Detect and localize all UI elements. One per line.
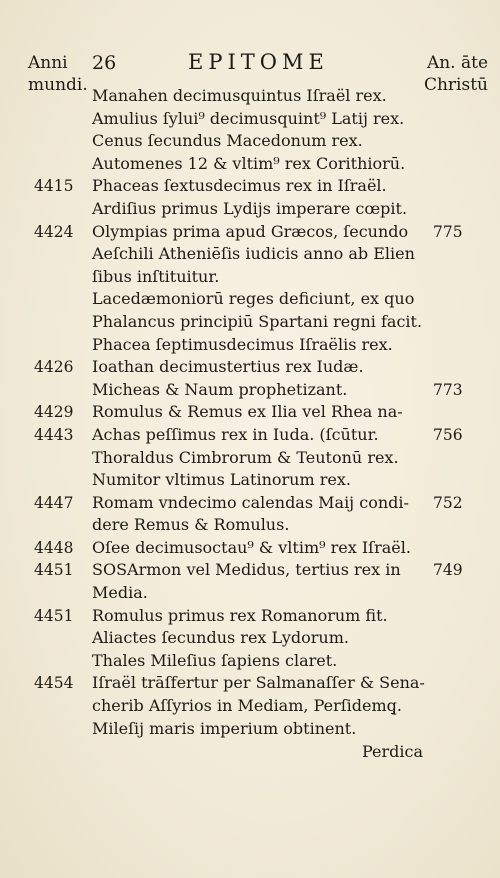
chronology-row — [0, 130, 500, 153]
year-ante-christum: 752 — [433, 493, 463, 512]
chronology-row — [0, 605, 500, 628]
chronology-row — [0, 198, 500, 221]
christum-label: Christū — [423, 75, 488, 95]
year-anni-mundi: 4415 — [34, 177, 74, 196]
chronology-row — [0, 334, 500, 357]
chronology-row — [0, 153, 500, 176]
chronology-row — [0, 695, 500, 718]
entry-text: ſibus inſtituitur. — [92, 266, 220, 286]
entry-text: Automenes 12 & vltim⁹ rex Corithiorū. — [92, 153, 406, 173]
entry-text: Phalancus principiū Spartani regni facit. — [92, 311, 423, 331]
entry-text: SOSArmon vel Medidus, tertius rex in — [92, 560, 401, 580]
year-anni-mundi: 4454 — [34, 674, 74, 693]
entry-text: Amulius ſylui⁹ decimusquint⁹ Latij rex. — [92, 108, 405, 128]
entry-text: Olympias prima apud Græcos, ſecundo — [92, 221, 409, 241]
entry-text: Ardiſius primus Lydijs imperare cœpit. — [92, 198, 408, 218]
entry-text: Lacedæmoniorū reges deficiunt, ex quo — [92, 289, 415, 309]
chronology-row — [0, 175, 500, 198]
chronology-row — [0, 401, 500, 424]
chronology-entries — [0, 85, 500, 740]
catchword: Perdica — [362, 742, 424, 761]
chronology-row — [0, 266, 500, 289]
entry-text: Manahen decimusquintus Iſraël rex. — [92, 86, 387, 105]
page-number: 26 — [92, 52, 117, 74]
chronology-row — [0, 514, 500, 537]
year-anni-mundi: 4447 — [34, 493, 74, 512]
year-ante-christum: 756 — [433, 425, 463, 444]
entry-text: Aliactes ſecundus rex Lydorum. — [92, 628, 349, 648]
entry-text: Romulus primus rex Romanorum fit. — [92, 605, 388, 625]
entry-text: Cenus ſecundus Macedonum rex. — [92, 131, 363, 151]
year-anni-mundi: 4448 — [34, 538, 74, 557]
year-anni-mundi: 4443 — [34, 425, 74, 444]
entry-text: Phacea ſeptimusdecimus Iſraëlis rex. — [92, 334, 393, 354]
anni-label: Anni — [28, 53, 68, 73]
entry-text: cherib Aſſyrios in Mediam, Perſidemq̧. — [92, 696, 402, 716]
year-anni-mundi: 4429 — [34, 403, 74, 422]
entry-text: Romam vndecimo calendas Maij condi- — [92, 492, 409, 512]
chronology-row — [0, 356, 500, 379]
entry-text: Media. — [92, 583, 148, 603]
year-ante-christum: 775 — [433, 222, 463, 241]
chronology-row — [0, 221, 500, 244]
entry-text: Iſraël trāſfertur per Salmanaſſer & Sena- — [92, 673, 425, 693]
entry-text: dere Remus & Romulus. — [92, 515, 290, 535]
chronology-row — [0, 379, 500, 402]
chronology-row — [0, 85, 500, 108]
chronology-row — [0, 559, 500, 582]
chronology-row — [0, 718, 500, 741]
year-anni-mundi: 4424 — [34, 222, 74, 241]
year-anni-mundi: 4426 — [34, 358, 74, 377]
chronology-row — [0, 311, 500, 334]
entry-text: Aeſchili Atheniēſis iudicis anno ab Elien — [92, 244, 415, 264]
year-anni-mundi: 4451 — [34, 606, 74, 625]
page-title: EPITOME — [188, 50, 329, 74]
entry-text: Oſee decimusoctau⁹ & vltim⁹ rex Iſraël. — [92, 537, 411, 557]
entry-text: Phaceas ſextusdecimus rex in Iſraël. — [92, 176, 387, 196]
chronology-row — [0, 672, 500, 695]
entry-text: Thales Mileſius ſapiens claret. — [92, 650, 338, 670]
entry-text: Ioathan decimustertius rex Iudæ. — [92, 357, 364, 377]
entry-text: Micheas & Naum prophetizant. — [92, 379, 348, 399]
entry-text: Achas peſſimus rex in Iuda. (ſcūtur. — [92, 424, 379, 444]
chronology-row — [0, 492, 500, 515]
chronology-row — [0, 650, 500, 673]
ante-label: An. āte — [426, 53, 488, 73]
chronology-row — [0, 469, 500, 492]
chronology-row — [0, 447, 500, 470]
chronology-row — [0, 582, 500, 605]
entry-text: Numitor vltimus Latinorum rex. — [92, 470, 351, 490]
mundi-label: mundi. — [28, 75, 88, 95]
entry-text: Thoraldus Cimbrorum & Teutonū rex. — [92, 447, 399, 467]
entry-text: Mileſij maris imperium obtinent. — [92, 718, 357, 738]
chronology-row — [0, 424, 500, 447]
chronology-row — [0, 288, 500, 311]
chronology-row — [0, 627, 500, 650]
chronology-row — [0, 537, 500, 560]
entry-text: Romulus & Remus ex Ilia vel Rhea na- — [92, 402, 403, 422]
year-ante-christum: 773 — [433, 380, 463, 399]
chronology-row — [0, 108, 500, 131]
year-ante-christum: 749 — [433, 561, 463, 580]
year-anni-mundi: 4451 — [34, 561, 74, 580]
chronology-row — [0, 243, 500, 266]
